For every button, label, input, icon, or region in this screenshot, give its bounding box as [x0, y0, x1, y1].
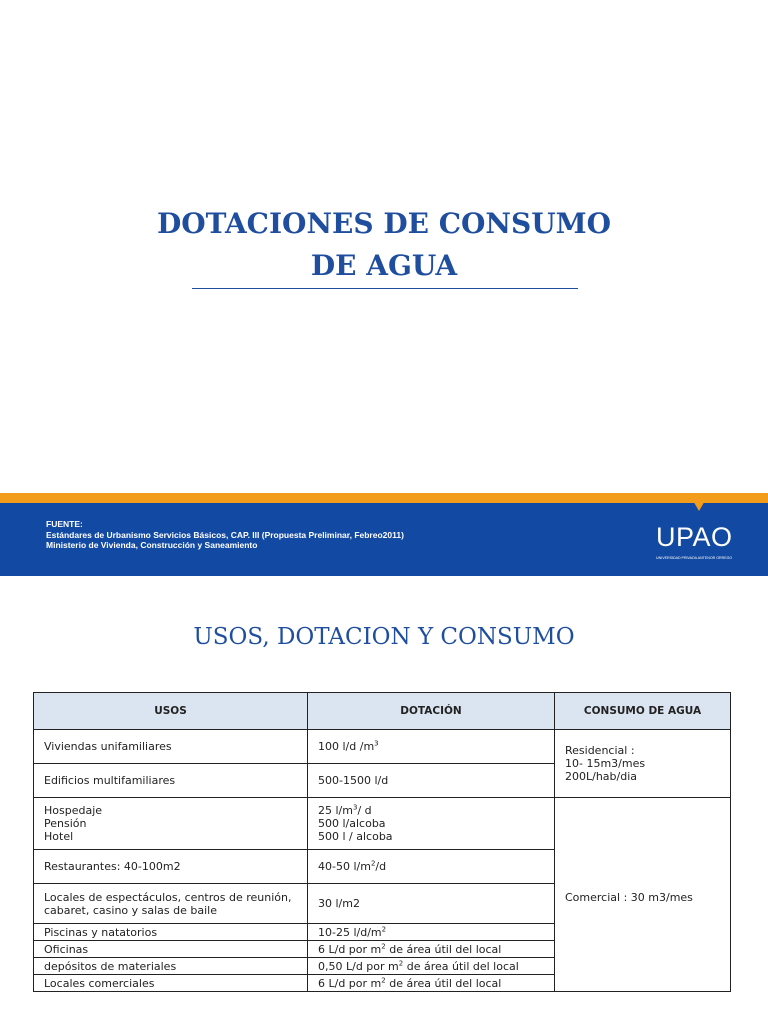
dotacion-value: 25 l/m	[318, 804, 353, 817]
usos-cell: Piscinas y natatorios	[34, 924, 308, 941]
dotacion-superscript: 3	[352, 803, 358, 812]
dotacion-cell	[308, 941, 555, 958]
dotacion-pension: 500 l/alcoba	[318, 817, 386, 830]
table-header-row	[34, 693, 731, 730]
dotacion-value: 40-50 l/m	[318, 860, 371, 873]
consumo-comercial-cell: Comercial : 30 m3/mes	[555, 798, 731, 992]
dotacion-cell: 500-1500 l/d	[308, 764, 555, 798]
usos-hotel: Hotel	[44, 830, 74, 843]
usos-cell: Locales comerciales	[34, 975, 308, 992]
dotacion-hospedaje	[318, 804, 548, 817]
consumo-residencial-cell	[555, 730, 731, 798]
consumo-residencial-monthly: 10- 15m3/mes	[565, 757, 646, 770]
dotacion-superscript: 2	[381, 924, 387, 933]
usos-hospedaje: Hospedaje	[44, 804, 103, 817]
usos-pension: Pensión	[44, 817, 87, 830]
header-usos: USOS	[34, 693, 308, 730]
consumo-residencial-daily: 200L/hab/dia	[565, 770, 638, 783]
dotacion-superscript: 2	[381, 975, 386, 984]
usos-cell: Oficinas	[34, 941, 308, 958]
table-slide-title: USOS, DOTACION Y CONSUMO	[193, 624, 575, 650]
upao-logo-subtitle: UNIVERSIDAD PRIVADA ANTENOR ORREGO	[656, 556, 733, 560]
dotacion-superscript: 2	[398, 958, 404, 967]
usos-cell: depósitos de materiales	[34, 958, 308, 975]
dotacion-hotel: 500 l / alcoba	[318, 830, 393, 843]
footer-accent-tab	[692, 499, 706, 511]
footer-accent-bar	[0, 493, 768, 503]
source-citation	[46, 519, 404, 551]
slide-title-line1: DOTACIONES DE CONSUMO	[156, 207, 612, 240]
dotacion-superscript: 2	[370, 859, 376, 868]
slide-title-line2: DE AGUA	[310, 249, 458, 282]
dotacion-cell	[308, 975, 555, 992]
dotacion-unit: /d	[375, 860, 387, 873]
dotacion-unit: de área útil del local	[385, 976, 502, 990]
source-line2: Ministerio de Vivienda, Construcción y Saneamiento	[46, 540, 258, 550]
dotacion-value: 10-25 l/d/m	[318, 925, 382, 939]
dotacion-cell	[308, 850, 555, 884]
header-consumo: CONSUMO DE AGUA	[555, 693, 731, 730]
usos-cell: Restaurantes: 40-100m2	[34, 850, 308, 884]
slide-divider	[0, 576, 768, 588]
dotacion-cell	[308, 924, 555, 941]
dotacion-value: 100 l/d /m	[318, 740, 375, 753]
source-line1: Estándares de Urbanismo Servicios Básicos, CAP. III (Propuesta Preliminar, Febreo2011)	[46, 529, 404, 540]
consumo-residencial-label: Residencial :	[565, 744, 635, 757]
usos-cell	[34, 798, 308, 850]
slide-title	[0, 203, 768, 287]
dotacion-unit: de área útil del local	[385, 942, 502, 956]
title-underline	[192, 288, 578, 289]
table-row	[34, 798, 731, 850]
usos-cell: Locales de espectáculos, centros de reunión, cabaret, casino y salas de baile	[34, 884, 308, 924]
header-dotacion: DOTACIÓN	[308, 693, 555, 730]
dotacion-value: 0,50 L/d por m	[318, 959, 399, 973]
water-dotation-table	[33, 692, 731, 992]
dotacion-superscript: 2	[381, 941, 386, 950]
dotacion-value: 6 L/d por m	[318, 976, 382, 990]
usos-cell: Viviendas unifamiliares	[34, 730, 308, 764]
dotacion-value: 6 L/d por m	[318, 942, 382, 956]
source-label: FUENTE:	[46, 519, 83, 529]
dotacion-superscript: 3	[374, 739, 379, 748]
usos-cell: Edificios multifamiliares	[34, 764, 308, 798]
dotacion-cell	[308, 958, 555, 975]
dotacion-cell: 30 l/m2	[308, 884, 555, 924]
upao-logo: UPAO	[656, 522, 733, 552]
dotacion-cell	[308, 730, 555, 764]
dotacion-cell	[308, 798, 555, 850]
dotacion-unit: / d	[357, 804, 372, 817]
dotacion-unit: de área útil del local	[403, 959, 519, 973]
table-row	[34, 730, 731, 764]
